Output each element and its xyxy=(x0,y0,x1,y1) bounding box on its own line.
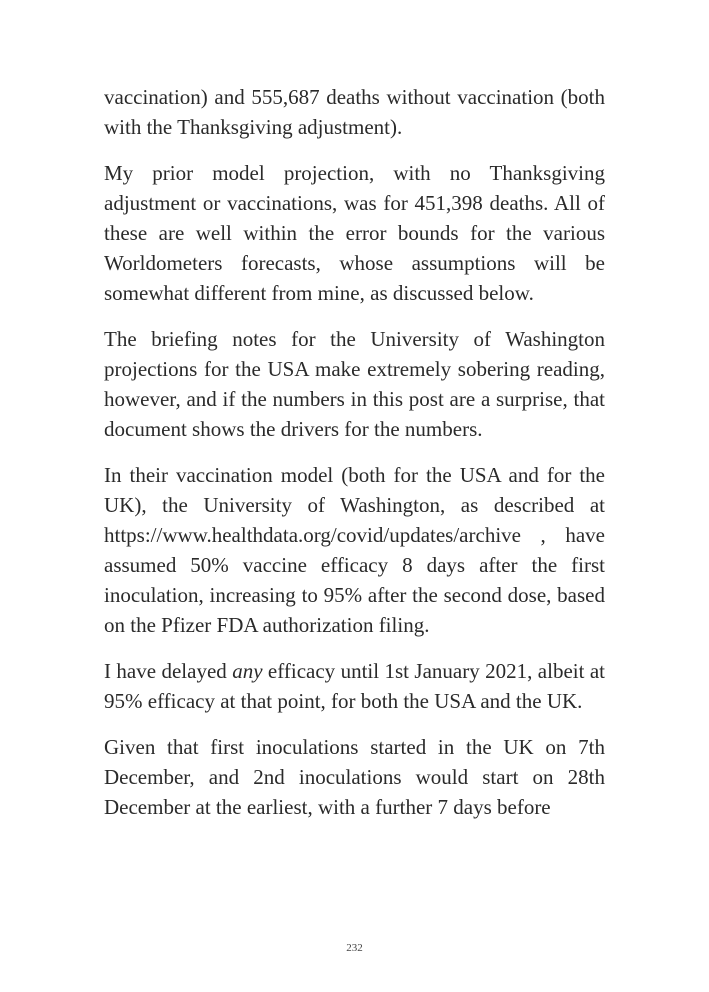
paragraph-2: My prior model projection, with no Thanksgiving adjustment or vaccinations, was for 451,398 deaths. All of these are well within the error bounds for the various Worldometers forecasts, whose assumptions will be somewhat different from mine, as discussed below. xyxy=(104,161,605,305)
paragraph-5-after: efficacy until 1st January 2021, albeit at 95% efficacy at that point, for both the USA and the UK. xyxy=(104,659,606,713)
page-body xyxy=(104,82,605,838)
paragraph-5-emphasis: any xyxy=(232,659,263,683)
paragraph-6: Given that first inoculations started in the UK on 7th December, and 2nd inoculations would start on 28th December at the earliest, with a further 7 days before xyxy=(104,735,605,819)
paragraph-3: The briefing notes for the University of Washington projections for the USA make extremely sobering reading, however, and if the numbers in this post are a surprise, that document shows the drivers for the numbers. xyxy=(104,327,605,441)
paragraph-5-before: I have delayed xyxy=(104,659,233,683)
paragraph-4: In their vaccination model (both for the USA and for the UK), the University of Washington, as described at https://www.healthdata.org/covid/updates/archive , have assumed 50% vaccine efficacy 8 days after the first inoculation, increasing to 95% after the second dose, based on the Pfizer FDA authorization filing. xyxy=(104,463,605,637)
paragraph-1: vaccination) and 555,687 deaths without vaccination (both with the Thanksgiving adjustment). xyxy=(104,85,605,139)
page-number: 232 xyxy=(346,942,363,954)
paragraph-5 xyxy=(104,656,605,716)
